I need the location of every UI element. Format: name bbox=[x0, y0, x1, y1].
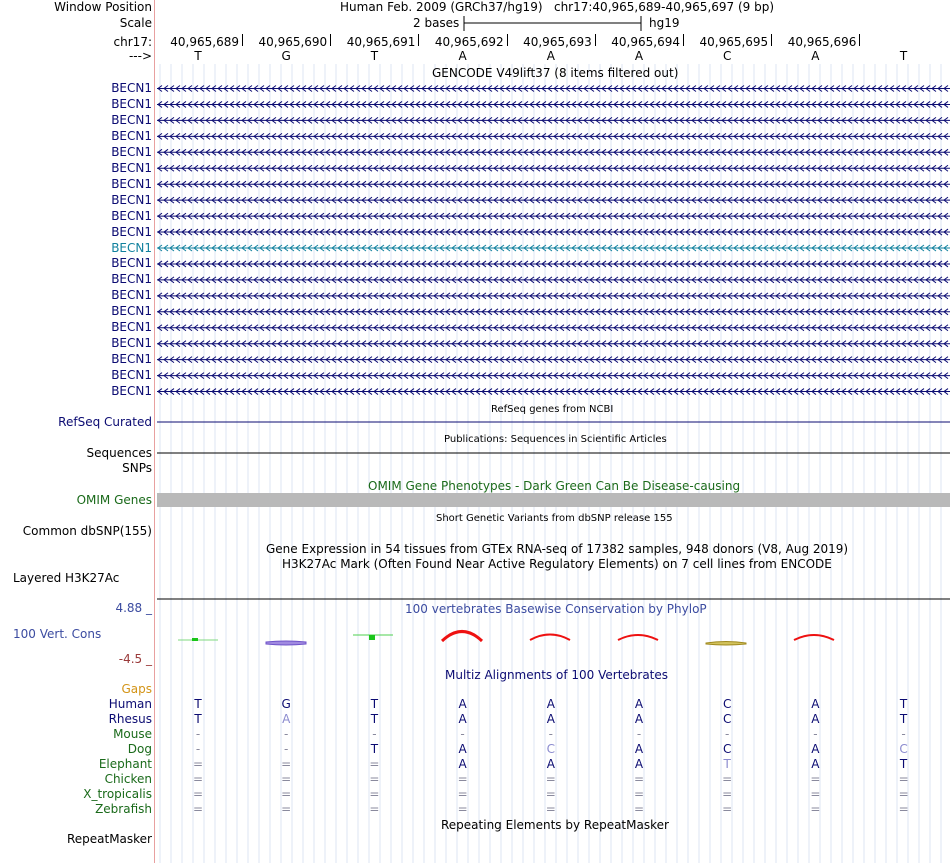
scale-label: Scale bbox=[119, 16, 152, 30]
alignment-base: T bbox=[899, 697, 908, 711]
ruler-tick-label: 40,965,691 bbox=[346, 35, 416, 49]
gencode-item-label[interactable]: BECN1 bbox=[111, 144, 152, 159]
alignment-base: T bbox=[899, 757, 908, 771]
alignment-base: - bbox=[460, 727, 465, 741]
gencode-item-label[interactable]: BECN1 bbox=[111, 96, 152, 111]
ruler-tick bbox=[595, 34, 596, 46]
alignment-base: = bbox=[457, 787, 468, 801]
alignment-base: = bbox=[281, 787, 292, 801]
gaps-label[interactable]: Gaps bbox=[121, 682, 152, 696]
ruler-tick-label: 40,965,692 bbox=[434, 35, 504, 49]
alignment-base: = bbox=[898, 772, 909, 786]
ruler-tick bbox=[242, 34, 243, 46]
alignment-base: T bbox=[899, 712, 908, 726]
gencode-item-label[interactable]: BECN1 bbox=[111, 368, 152, 383]
alignment-base: = bbox=[369, 787, 380, 801]
alignment-base: A bbox=[634, 697, 644, 711]
species-label[interactable]: Rhesus bbox=[108, 712, 152, 726]
alignment-base: - bbox=[284, 727, 289, 741]
label-separator[interactable] bbox=[154, 0, 155, 863]
reference-base: C bbox=[722, 49, 732, 63]
alignment-base: A bbox=[458, 712, 467, 726]
alignment-base: A bbox=[546, 757, 555, 771]
gencode-item-label[interactable]: BECN1 bbox=[111, 81, 152, 95]
alignment-base: = bbox=[898, 787, 909, 801]
alignment-base: A bbox=[634, 742, 644, 756]
alignment-base: A bbox=[458, 742, 467, 756]
alignment-base: A bbox=[634, 757, 644, 771]
reference-base: A bbox=[634, 49, 644, 63]
ruler-tick-label: 40,965,696 bbox=[787, 35, 857, 49]
alignment-base: - bbox=[813, 727, 818, 741]
multiz-title: Multiz Alignments of 100 Vertebrates bbox=[445, 668, 669, 682]
window-position-label: Window Position bbox=[54, 0, 152, 14]
alignment-base: = bbox=[369, 772, 380, 786]
alignment-base: C bbox=[722, 712, 732, 726]
species-label[interactable]: X_tropicalis bbox=[83, 787, 152, 801]
species-label[interactable]: Chicken bbox=[104, 772, 152, 786]
species-label[interactable]: Human bbox=[108, 697, 152, 711]
alignment-base: = bbox=[192, 787, 204, 801]
alignment-base: = bbox=[192, 772, 204, 786]
alignment-base: = bbox=[369, 757, 380, 771]
alignment-base: = bbox=[545, 802, 556, 816]
scale-db: hg19 bbox=[649, 16, 680, 30]
h3k27ac-label[interactable]: Layered H3K27Ac bbox=[13, 571, 120, 585]
alignment-base: A bbox=[458, 697, 467, 711]
reference-base: T bbox=[194, 49, 202, 63]
alignment-base: - bbox=[548, 727, 553, 741]
ruler-tick-label: 40,965,694 bbox=[611, 35, 680, 49]
phylop-label[interactable]: 100 Vert. Cons bbox=[13, 627, 102, 641]
alignment-base: A bbox=[546, 712, 555, 726]
alignment-base: = bbox=[281, 802, 292, 816]
alignment-base: = bbox=[722, 802, 733, 816]
strand-label: ---> bbox=[128, 49, 152, 63]
gencode-item-label[interactable]: BECN1 bbox=[111, 176, 152, 191]
alignment-base: A bbox=[634, 712, 644, 726]
alignment-base: T bbox=[194, 697, 202, 711]
ruler-tick bbox=[418, 34, 419, 46]
gtex-title: Gene Expression in 54 tissues from GTEx RNA-seq of 17382 samples, 948 donors (V8, Aug 2019) bbox=[266, 542, 849, 556]
gencode-item-label[interactable]: BECN1 bbox=[111, 160, 152, 175]
alignment-base: T bbox=[194, 712, 202, 726]
species-label[interactable]: Zebrafish bbox=[95, 802, 152, 816]
ruler-tick bbox=[330, 34, 331, 46]
alignment-base: T bbox=[370, 742, 379, 756]
publications-title: Publications: Sequences in Scientific Articles bbox=[444, 434, 667, 445]
alignment-base: - bbox=[725, 727, 730, 741]
snps-label[interactable]: SNPs bbox=[122, 461, 152, 475]
alignment-base: = bbox=[545, 787, 556, 801]
ruler-tick-label: 40,965,695 bbox=[699, 35, 769, 49]
reference-base: A bbox=[811, 49, 820, 63]
alignment-base: = bbox=[722, 772, 733, 786]
gencode-item-label[interactable]: BECN1 bbox=[111, 384, 152, 399]
alignment-base: = bbox=[633, 772, 645, 786]
ruler-tick bbox=[507, 34, 508, 46]
alignment-base: = bbox=[281, 772, 292, 786]
scale-bar-text: 2 bases bbox=[413, 16, 460, 30]
alignment-base: A bbox=[546, 697, 555, 711]
alignment-base: = bbox=[281, 757, 292, 771]
position-text: chr17:40,965,689-40,965,697 (9 bp) bbox=[553, 0, 775, 14]
ruler-tick bbox=[683, 34, 684, 46]
alignment-base: = bbox=[898, 802, 909, 816]
alignment-base: - bbox=[372, 727, 377, 741]
alignment-base: = bbox=[722, 787, 733, 801]
reference-base: T bbox=[370, 49, 379, 63]
dbsnp-label[interactable]: Common dbSNP(155) bbox=[22, 524, 152, 538]
alignment-base: C bbox=[899, 742, 908, 756]
species-label[interactable]: Dog bbox=[127, 742, 152, 756]
gencode-item-label[interactable]: BECN1 bbox=[111, 272, 152, 287]
alignment-base: C bbox=[546, 742, 555, 756]
alignment-base: - bbox=[901, 727, 906, 741]
gencode-item-label[interactable]: BECN1 bbox=[111, 304, 152, 319]
gencode-item-label[interactable]: BECN1 bbox=[111, 288, 152, 303]
alignment-base: A bbox=[282, 712, 291, 726]
assembly-title bbox=[340, 0, 774, 15]
gencode-title: GENCODE V49lift37 (8 items filtered out) bbox=[432, 66, 679, 80]
gencode-item-label[interactable]: BECN1 bbox=[111, 336, 152, 351]
alignment-base: - bbox=[636, 727, 642, 741]
refseq-label[interactable]: RefSeq Curated bbox=[58, 415, 152, 429]
alignment-base: = bbox=[545, 772, 556, 786]
alignment-base: T bbox=[723, 757, 731, 771]
refseq-title: RefSeq genes from NCBI bbox=[491, 404, 614, 415]
gencode-item-label[interactable]: BECN1 bbox=[111, 208, 152, 223]
alignment-base: A bbox=[811, 697, 820, 711]
omim-title: OMIM Gene Phenotypes - Dark Green Can Be Disease-causing bbox=[368, 479, 741, 493]
h3k27ac-title: H3K27Ac Mark (Often Found Near Active Regulatory Elements) on 7 cell lines from ENCODE bbox=[282, 557, 832, 571]
species-label[interactable]: Mouse bbox=[113, 727, 152, 741]
ruler-tick-label: 40,965,689 bbox=[170, 35, 239, 49]
alignment-base: - bbox=[284, 742, 289, 756]
reference-base: T bbox=[899, 49, 908, 63]
alignment-base: A bbox=[458, 757, 467, 771]
phylop-min-label: -4.5 _ bbox=[118, 652, 152, 666]
alignment-base: T bbox=[370, 712, 379, 726]
repeatmasker-label[interactable]: RepeatMasker bbox=[66, 832, 152, 846]
publications-label[interactable]: Sequences bbox=[86, 446, 152, 460]
phylop-title: 100 vertebrates Basewise Conservation by PhyloP bbox=[405, 602, 707, 616]
phylop-max-label: 4.88 _ bbox=[115, 601, 152, 615]
gencode-item-label[interactable]: BECN1 bbox=[111, 112, 152, 127]
alignment-base: = bbox=[633, 802, 645, 816]
ruler-tick-label: 40,965,690 bbox=[258, 35, 328, 49]
reference-base: A bbox=[458, 49, 467, 63]
gencode-item-label[interactable]: BECN1 bbox=[111, 352, 152, 367]
chrom-label: chr17: bbox=[113, 35, 152, 49]
alignment-base: A bbox=[811, 757, 820, 771]
species-label[interactable]: Elephant bbox=[98, 757, 152, 771]
alignment-base: G bbox=[281, 697, 291, 711]
alignment-base: C bbox=[722, 742, 732, 756]
alignment-base: - bbox=[195, 742, 201, 756]
omim-label[interactable]: OMIM Genes bbox=[76, 493, 152, 507]
repeatmasker-title: Repeating Elements by RepeatMasker bbox=[441, 818, 669, 832]
ruler-tick bbox=[859, 34, 860, 46]
alignment-base: = bbox=[810, 802, 821, 816]
reference-base: A bbox=[546, 49, 555, 63]
gencode-item-label[interactable]: BECN1 bbox=[111, 256, 152, 271]
gencode-item-label[interactable]: BECN1 bbox=[111, 240, 152, 255]
gencode-item-label[interactable]: BECN1 bbox=[111, 192, 152, 207]
ruler-tick bbox=[771, 34, 772, 46]
alignment-base: = bbox=[633, 787, 645, 801]
alignment-base: = bbox=[457, 802, 468, 816]
gencode-item-label[interactable]: BECN1 bbox=[111, 128, 152, 143]
alignment-base: - bbox=[195, 727, 201, 741]
assembly-name: Human Feb. 2009 (GRCh37/hg19) bbox=[340, 0, 543, 14]
ruler-tick-label: 40,965,693 bbox=[523, 35, 592, 49]
dbsnp-title: Short Genetic Variants from dbSNP release 155 bbox=[436, 513, 673, 524]
alignment-base: = bbox=[457, 772, 468, 786]
alignment-base: = bbox=[192, 802, 204, 816]
gencode-item-label[interactable]: BECN1 bbox=[111, 224, 152, 239]
alignment-base: = bbox=[810, 772, 821, 786]
alignment-base: T bbox=[370, 697, 379, 711]
gencode-item-label[interactable]: BECN1 bbox=[111, 320, 152, 335]
alignment-base: C bbox=[722, 697, 732, 711]
reference-base: G bbox=[281, 49, 291, 63]
alignment-base: = bbox=[369, 802, 380, 816]
alignment-base: = bbox=[192, 757, 204, 771]
alignment-base: = bbox=[810, 787, 821, 801]
alignment-base: A bbox=[811, 712, 820, 726]
alignment-base: A bbox=[811, 742, 820, 756]
